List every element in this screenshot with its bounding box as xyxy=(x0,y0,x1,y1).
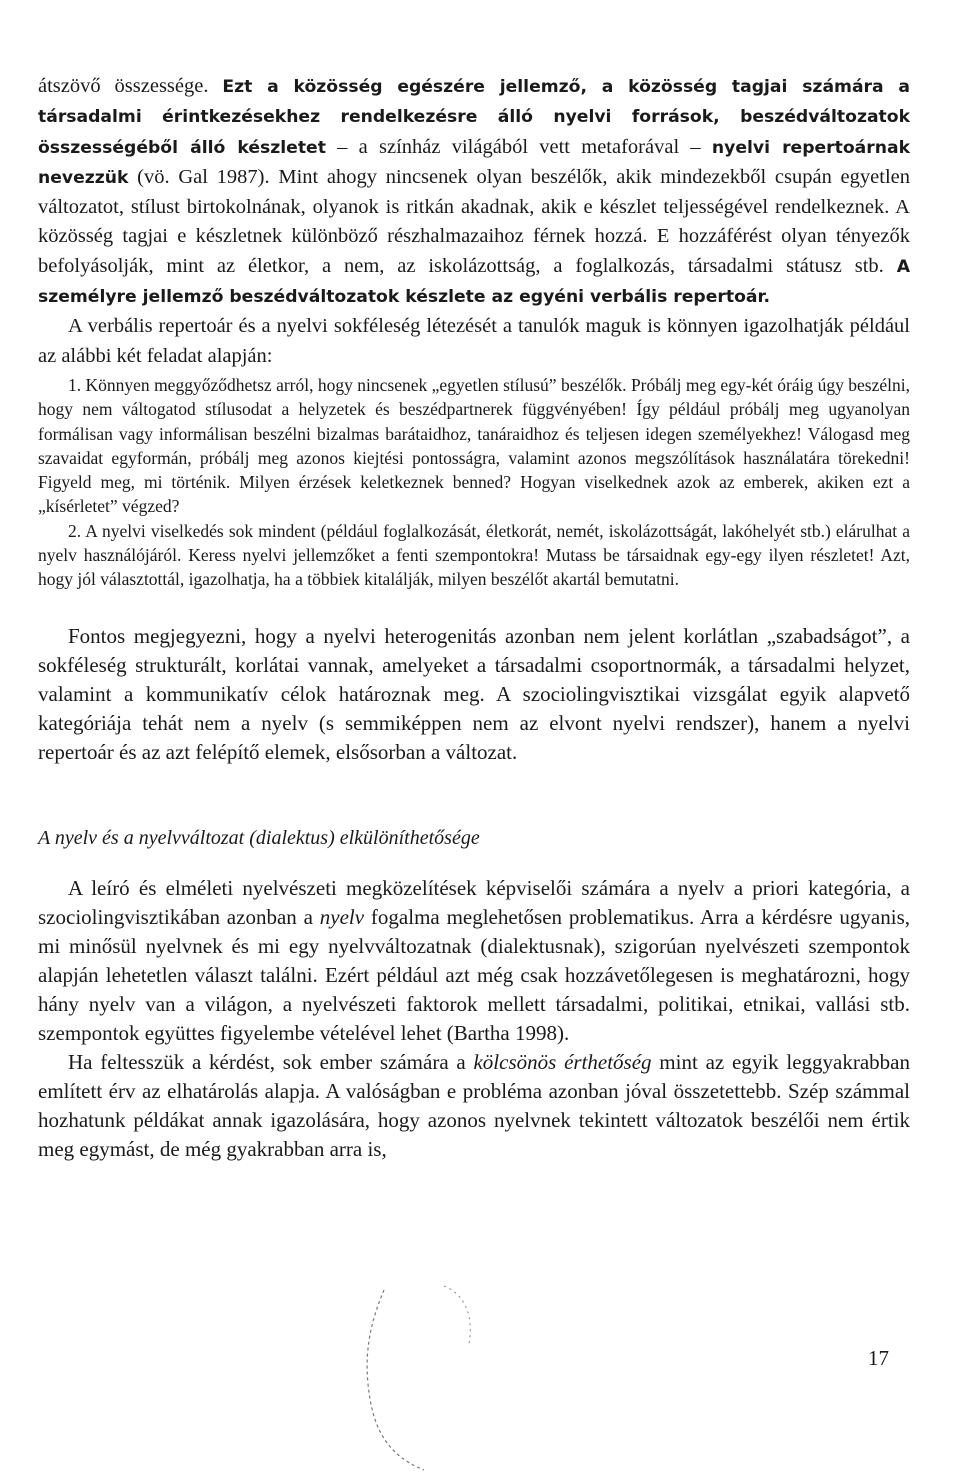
bold-definition: A személyre jellemző beszédváltozatok készlete az egyéni verbális repertoár. xyxy=(38,256,910,308)
bold-term: nyelvi repertoárnak nevezzük xyxy=(38,137,911,188)
text-run: mint az egyik leggyakrabban említett érv az elhatárolás alapja. A valóságban e probléma azonban jóval összetettebb. Szép számmal hozhatunk példákat annak igazolására, hogy azonos nyelvnek tekintett változatok beszélői nem értik meg egymást, de még gyakrabban arra is, xyxy=(38,1049,910,1161)
italic-term: nyelv xyxy=(319,904,365,929)
pencil-mark xyxy=(354,1284,504,1474)
bold-definition: Ezt a közösség egészére jellemző, a közösség tagjai számára a társadalmi érintkezésekhez rendelkezésre álló nyelvi források, beszédváltozatok összességéből álló készletet xyxy=(38,77,910,158)
task-list xyxy=(38,373,910,592)
text-run: A leíró és elméleti nyelvészeti megközelítések képviselői számára a nyelv a priori kategória, a szociolingvisztikában azonban a xyxy=(38,875,910,929)
text-run: – a színház világából vett metaforával – xyxy=(325,135,712,158)
paragraph-intro-tasks: A verbális repertoár és a nyelvi sokféleség létezését a tanulók maguk is könnyen igazolhatják például az alábbi két feladat alapján: xyxy=(38,315,910,367)
task-item-1: 1. Könnyen meggyőződhetsz arról, hogy nincsenek „egyetlen stílusú” beszélők. Próbálj meg egy-két óráig úgy beszélni, hogy nem váltogatod stílusodat a helyzetek és beszédpartnerek függvényében! Így például próbálj meg ugyanolyan formálisan vagy informálisan beszélni bizalmas barátaidhoz, tanáraidhoz és teljesen idegen személyekhez! Válogasd meg szavaidat egyformán, próbálj meg azonos kiejtési pontosságra, valamint azonos megszólítások használatára törekedni! Figyeld meg, mi történik. Milyen érzések keletkeznek benned? Hogyan viselkednek azok az emberek, akiken ezt a „kísérletet” végzed? xyxy=(38,374,910,517)
paragraph-repertoire-definition xyxy=(38,72,910,312)
text-run: (vö. Gal 1987). Mint ahogy nincsenek olyan beszélők, akik mindezekből csupán egyetlen változatot, stílust birtokolnának, olyanok is ritkán akadnak, akik e készlet teljességével rendelkeznek. A közösség tagjai e készletnek különböző részhalmazaihoz férnek hozzá. E hozzáférést olyan tényezők befolyásolják, mint az életkor, a nem, az iskolázottság, a foglalkozás, társadalmi státusz stb. xyxy=(38,165,910,277)
text-run: Ha feltesszük a kérdést, sok ember számára a xyxy=(68,1049,474,1074)
paragraph-language-definition xyxy=(38,874,910,1048)
text-run: átszövő összessége. xyxy=(38,75,223,97)
text-run: fogalma meglehetősen problematikus. Arra a kérdésre ugyanis, mi minősül nyelvnek és mi egy nyelvváltozatnak (dialektusnak), szigorúan nyelvészeti szempontok alapján lehetetlen választ találni. Ezért például azt még csak hozzávetőlegesen is meghatározni, hogy hány nyelv van a világon, a nyelvészeti faktorok mellett társadalmi, politikai, etnikai, vallási stb. szempontok együttes figyelembe vételével lehet (Bartha 1998). xyxy=(38,904,910,1045)
section-heading: A nyelv és a nyelvváltozat (dialektus) elkülöníthetősége xyxy=(38,826,480,849)
task-item-2: 2. A nyelvi viselkedés sok mindent (például foglalkozását, életkorát, nemét, iskolázottságát, lakóhelyét stb.) elárulhat a nyelv használójáról. Keress nyelvi jellemzőket a fenti szempontokra! Mutass be társaidnak egy-egy ilyen részletet! Azt, hogy jól választottál, igazolhatja, ha a többiek kitalálják, milyen beszélőt akartál bemutatni. xyxy=(38,520,910,590)
paragraph-mutual-intelligibility xyxy=(38,1048,910,1164)
italic-term: kölcsönös érthetőség xyxy=(473,1049,652,1074)
page-content xyxy=(38,72,910,1164)
paragraph-heterogeneity: Fontos megjegyezni, hogy a nyelvi heterogenitás azonban nem jelent korlátlan „szabadságot”, a sokféleség strukturált, korlátai vannak, amelyeket a társadalmi csoportnormák, a társadalmi helyzet, valamint a kommunikatív célok határoznak meg. A szociolingvisztikai vizsgálat egyik alapvető kategóriája tehát nem a nyelv (s semmiképpen nem az elvont nyelvi rendszer), hanem a nyelvi repertoár és az azt felépítő elemek, elsősorban a változat. xyxy=(38,623,910,764)
page-number: 17 xyxy=(868,1346,889,1370)
